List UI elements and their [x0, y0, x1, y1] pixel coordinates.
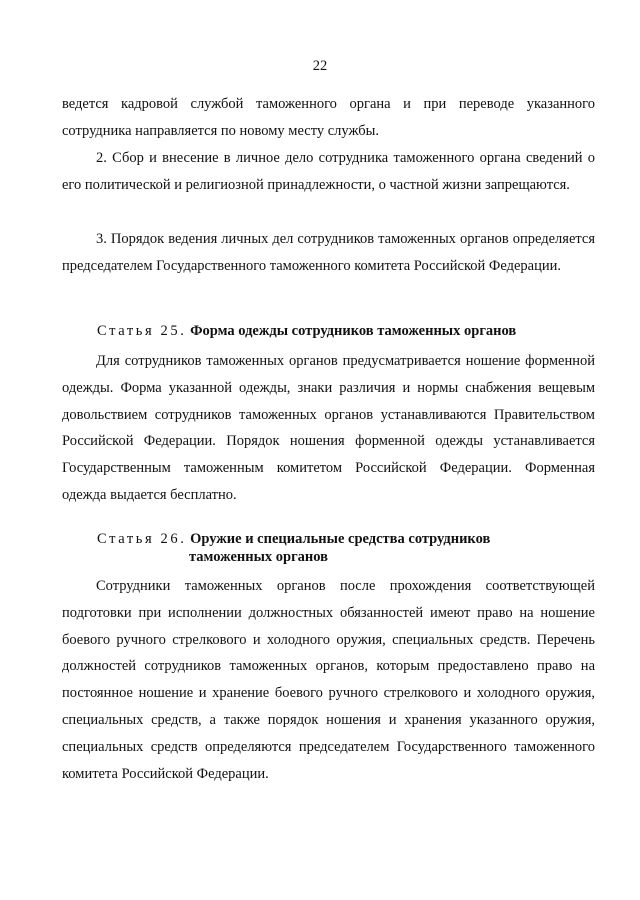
item-3-paragraph: 3. Порядок ведения личных дел сотрудников таможенных органов определяется председателем Государственного таможенного комитета Российской Федерации.: [62, 231, 595, 274]
article-25-heading-block: [62, 323, 595, 341]
article-26-heading: [62, 531, 595, 566]
article-26-prefix: Статья 26.: [97, 531, 187, 547]
article-26-title-line1: Оружие и специальные средства сотрудников: [190, 531, 491, 547]
continuation-paragraph: ведется кадровой службой таможенного органа и при переводе указанного сотрудника направляется по новому месту службы.: [62, 96, 595, 139]
article-26-heading-block: [62, 531, 595, 566]
article-26-body: Сотрудники таможенных органов после прохождения соответствующей подготовки при исполнении должностных обязанностей имеют право на ношение боевого ручного стрелкового и холодного оружия, специальных средств. Перечень должностей сотрудников таможенных органов, которым предоставлено право на постоянное ношение и хранение боевого ручного стрелкового и холодного оружия, специальных средств, а также порядок ношения и хранения указанного оружия, специальных средств определяются председателем Государственного таможенного комитета Российской Федерации.: [62, 578, 595, 782]
item-3-block: [62, 226, 595, 280]
article-26-title-line2: таможенных органов: [189, 548, 329, 565]
continuation-block: [62, 91, 595, 145]
article-25-body-block: [62, 348, 595, 509]
article-25-body: Для сотрудников таможенных органов предусматривается ношение форменной одежды. Форма указанной одежды, знаки различия и нормы снабжения вещевым довольствием сотрудников таможенных органов устанавливаются Правительством Российской Федерации. Порядок ношения форменной одежды устанавливается Государственным таможенным комитетом Российской Федерации. Форменная одежда выдается бесплатно.: [62, 353, 595, 503]
article-26-body-block: [62, 573, 595, 787]
article-25-prefix: Статья 25.: [97, 323, 187, 339]
item-2-block: [62, 145, 595, 199]
article-25-heading: [62, 323, 595, 341]
page-number: 22: [312, 58, 328, 74]
article-25-title: Форма одежды сотрудников таможенных органов: [190, 323, 517, 339]
item-2-paragraph: 2. Сбор и внесение в личное дело сотрудника таможенного органа сведений о его политической и религиозной принадлежности, о частной жизни запрещаются.: [62, 150, 595, 193]
